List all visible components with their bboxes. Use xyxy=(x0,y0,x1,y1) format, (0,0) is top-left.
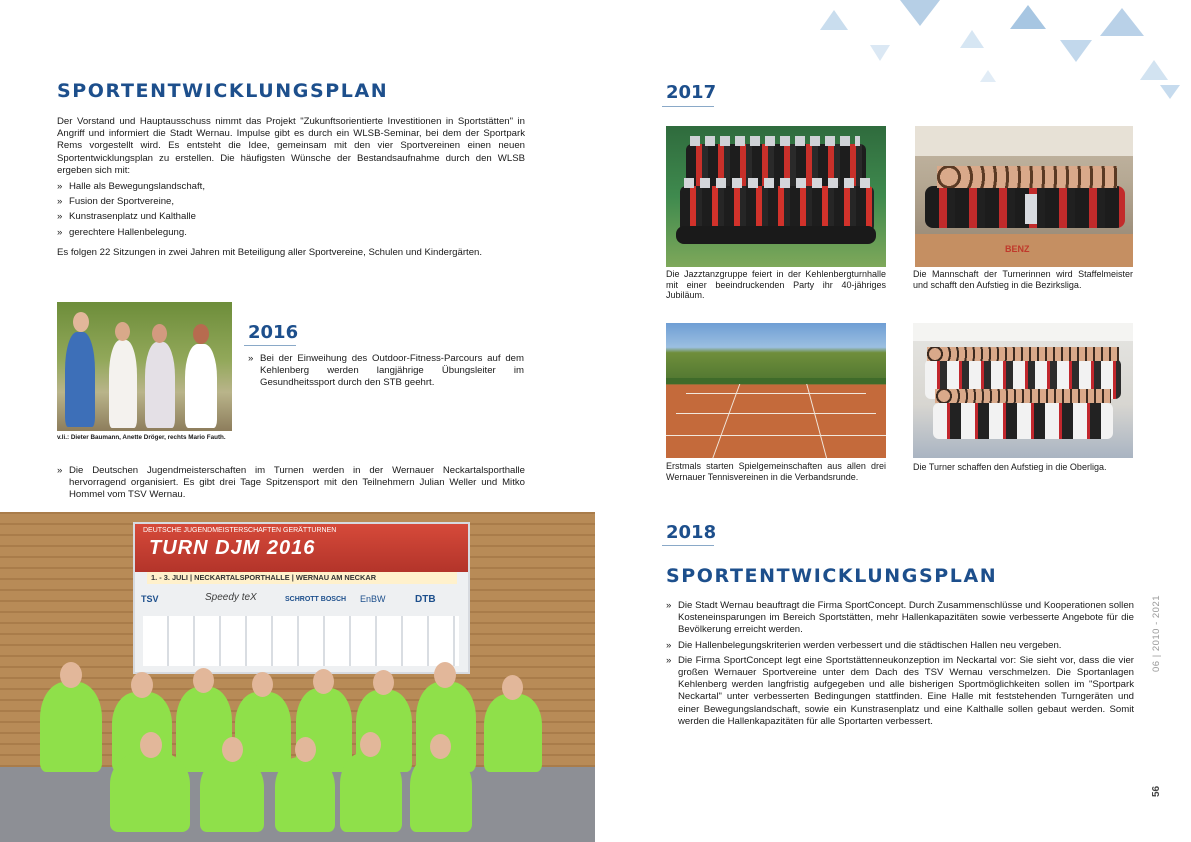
sponsor-bosch: SCHROTT BOSCH xyxy=(285,596,347,603)
right-heading: SPORTENTWICKLUNGSPLAN xyxy=(666,565,998,587)
page-number: 56 xyxy=(1151,785,1162,797)
side-label: 06 | 2010 - 2021 xyxy=(1151,594,1162,672)
caption-gymnastics-women: Die Mannschaft der Turnerinnen wird Staffelmeister und schafft den Aufstieg in die Bezirksliga. xyxy=(913,269,1133,290)
text-2016-bullet: » Bei der Einweihung des Outdoor-Fitness-Parcours auf dem Kehlenberg werden langjährige Übungsleiter im Gesundheitssport durch den STB geehrt. xyxy=(248,353,524,390)
decorative-triangle-pattern xyxy=(780,0,1191,110)
photo-honoring xyxy=(57,302,232,431)
sponsor-enbw: EnBW xyxy=(360,594,386,604)
sponsor-tsv: TSV xyxy=(141,594,159,604)
banner-title: TURN DJM 2016 xyxy=(149,537,316,559)
djm-list xyxy=(57,465,525,505)
photo-honoring-caption: v.li.: Dieter Baumann, Anette Dröger, rechts Mario Fauth. xyxy=(57,434,226,441)
sponsor-dtb: DTB xyxy=(415,594,436,605)
caption-jazzdance: Die Jazztanzgruppe feiert in der Kehlenbergturnhalle mit einer beeindruckenden Party ihr 40-jähriges Jubiläum. xyxy=(666,269,886,300)
photo-gymnastics-women: BENZ xyxy=(915,126,1133,267)
photo-gymnastics-men xyxy=(913,323,1133,458)
banner-top-line: DEUTSCHE JUGENDMEISTERSCHAFTEN GERÄTTURNEN xyxy=(143,527,337,534)
year-2016-underline xyxy=(244,345,296,346)
caption-tennis: Erstmals starten Spielgemeinschaften aus allen drei Wernauer Tennisvereinen in die Verbandsrunde. xyxy=(666,461,886,482)
year-2018: 2018 xyxy=(666,522,717,543)
djm-banner xyxy=(133,522,470,674)
year-2016: 2016 xyxy=(248,322,299,343)
intro-bullet: » Kunstrasenplatz und Kalthalle xyxy=(57,211,525,223)
photo-tennis xyxy=(666,323,886,458)
intro-bullet: » Fusion der Sportvereine, xyxy=(57,196,525,208)
bullet-2018: » Die Firma SportConcept legt eine Sportstättenneukonzeption im Neckartal vor: Sie sieht vor, dass die vier großen Wernauer Sportvereine unter dem Dach des TSV Wernau verschmelzen. Die Sportanlagen Kehlenberg werden langfristig aufgegeben und alle bisherigen Sportmöglichkeiten sollen im "Sportpark Neckartal" unter verbesserten Bedingungen stattfinden. Eine Halle mit feststehenden Turngeräten und einer Bewegungslandschaft, sowie ein Kunstrasenplatz und eine Kalthalle sollen gebaut werden. Somit werden die Hallenkapazitäten für alle Sportarten verbessert. xyxy=(666,655,1134,728)
banner-dates: 1. - 3. JULI | NECKARTALSPORTHALLE | WERNAU AM NECKAR xyxy=(151,573,377,582)
left-heading: SPORTENTWICKLUNGSPLAN xyxy=(57,80,389,102)
photo-jazzdance xyxy=(666,126,886,267)
bullet-2018: » Die Stadt Wernau beauftragt die Firma SportConcept. Durch Zusammenschlüsse und Kooperationen sollen Kosteneinsparungen im Bereich Sportstätten, mehr Hallenkapazitäten sowie verbesserte Angebote für die Bevölkerung erreicht werden. xyxy=(666,600,1134,637)
year-2017: 2017 xyxy=(666,82,717,103)
djm-bullet: » Die Deutschen Jugendmeisterschaften im Turnen werden in der Wernauer Neckartalsporthalle hervorragend organisiert. Es gibt drei Tage Spitzensport mit den Teilnehmern Julian Weller und Mitko Hommel vom TSV Wernau. xyxy=(57,465,525,502)
bullet-2018: » Die Hallenbelegungskriterien werden verbessert und die städtischen Hallen neu vergeben. xyxy=(666,640,1134,652)
bullets-2018-list xyxy=(666,600,1134,731)
year-2017-underline xyxy=(662,106,714,107)
photo-djm-team xyxy=(0,512,595,842)
intro-bullet: » Halle als Bewegungslandschaft, xyxy=(57,181,525,193)
text-2016-list xyxy=(248,353,524,393)
intro-bullet: » gerechtere Hallenbelegung. xyxy=(57,227,525,239)
sponsor-speedy: Speedy teX xyxy=(205,592,257,603)
intro-bullet-list xyxy=(57,181,525,242)
intro-paragraph: Der Vorstand und Hauptausschuss nimmt das Projekt "Zukunftsorientierte Investitionen in Sportstätten" in Angriff und informiert die Stadt Wernau. Impulse gibt es durch ein WLSB-Seminar, bei dem der Sportpark Rems vorgestellt wird. Es entsteht die Idee, gemeinsam mit den vier Sportvereinen einen neuen Sportentwicklungsplan zu erstellen. Die häufigsten Wünsche der Bestandsaufnahme durch den WLSB ergeben sich mit: xyxy=(57,116,525,176)
caption-gymnastics-men: Die Turner schaffen den Aufstieg in die Oberliga. xyxy=(913,462,1107,472)
closing-paragraph: Es folgen 22 Sitzungen in zwei Jahren mit Beteiligung aller Sportvereine, Schulen und Kindergärten. xyxy=(57,247,483,258)
year-2018-underline xyxy=(662,545,714,546)
